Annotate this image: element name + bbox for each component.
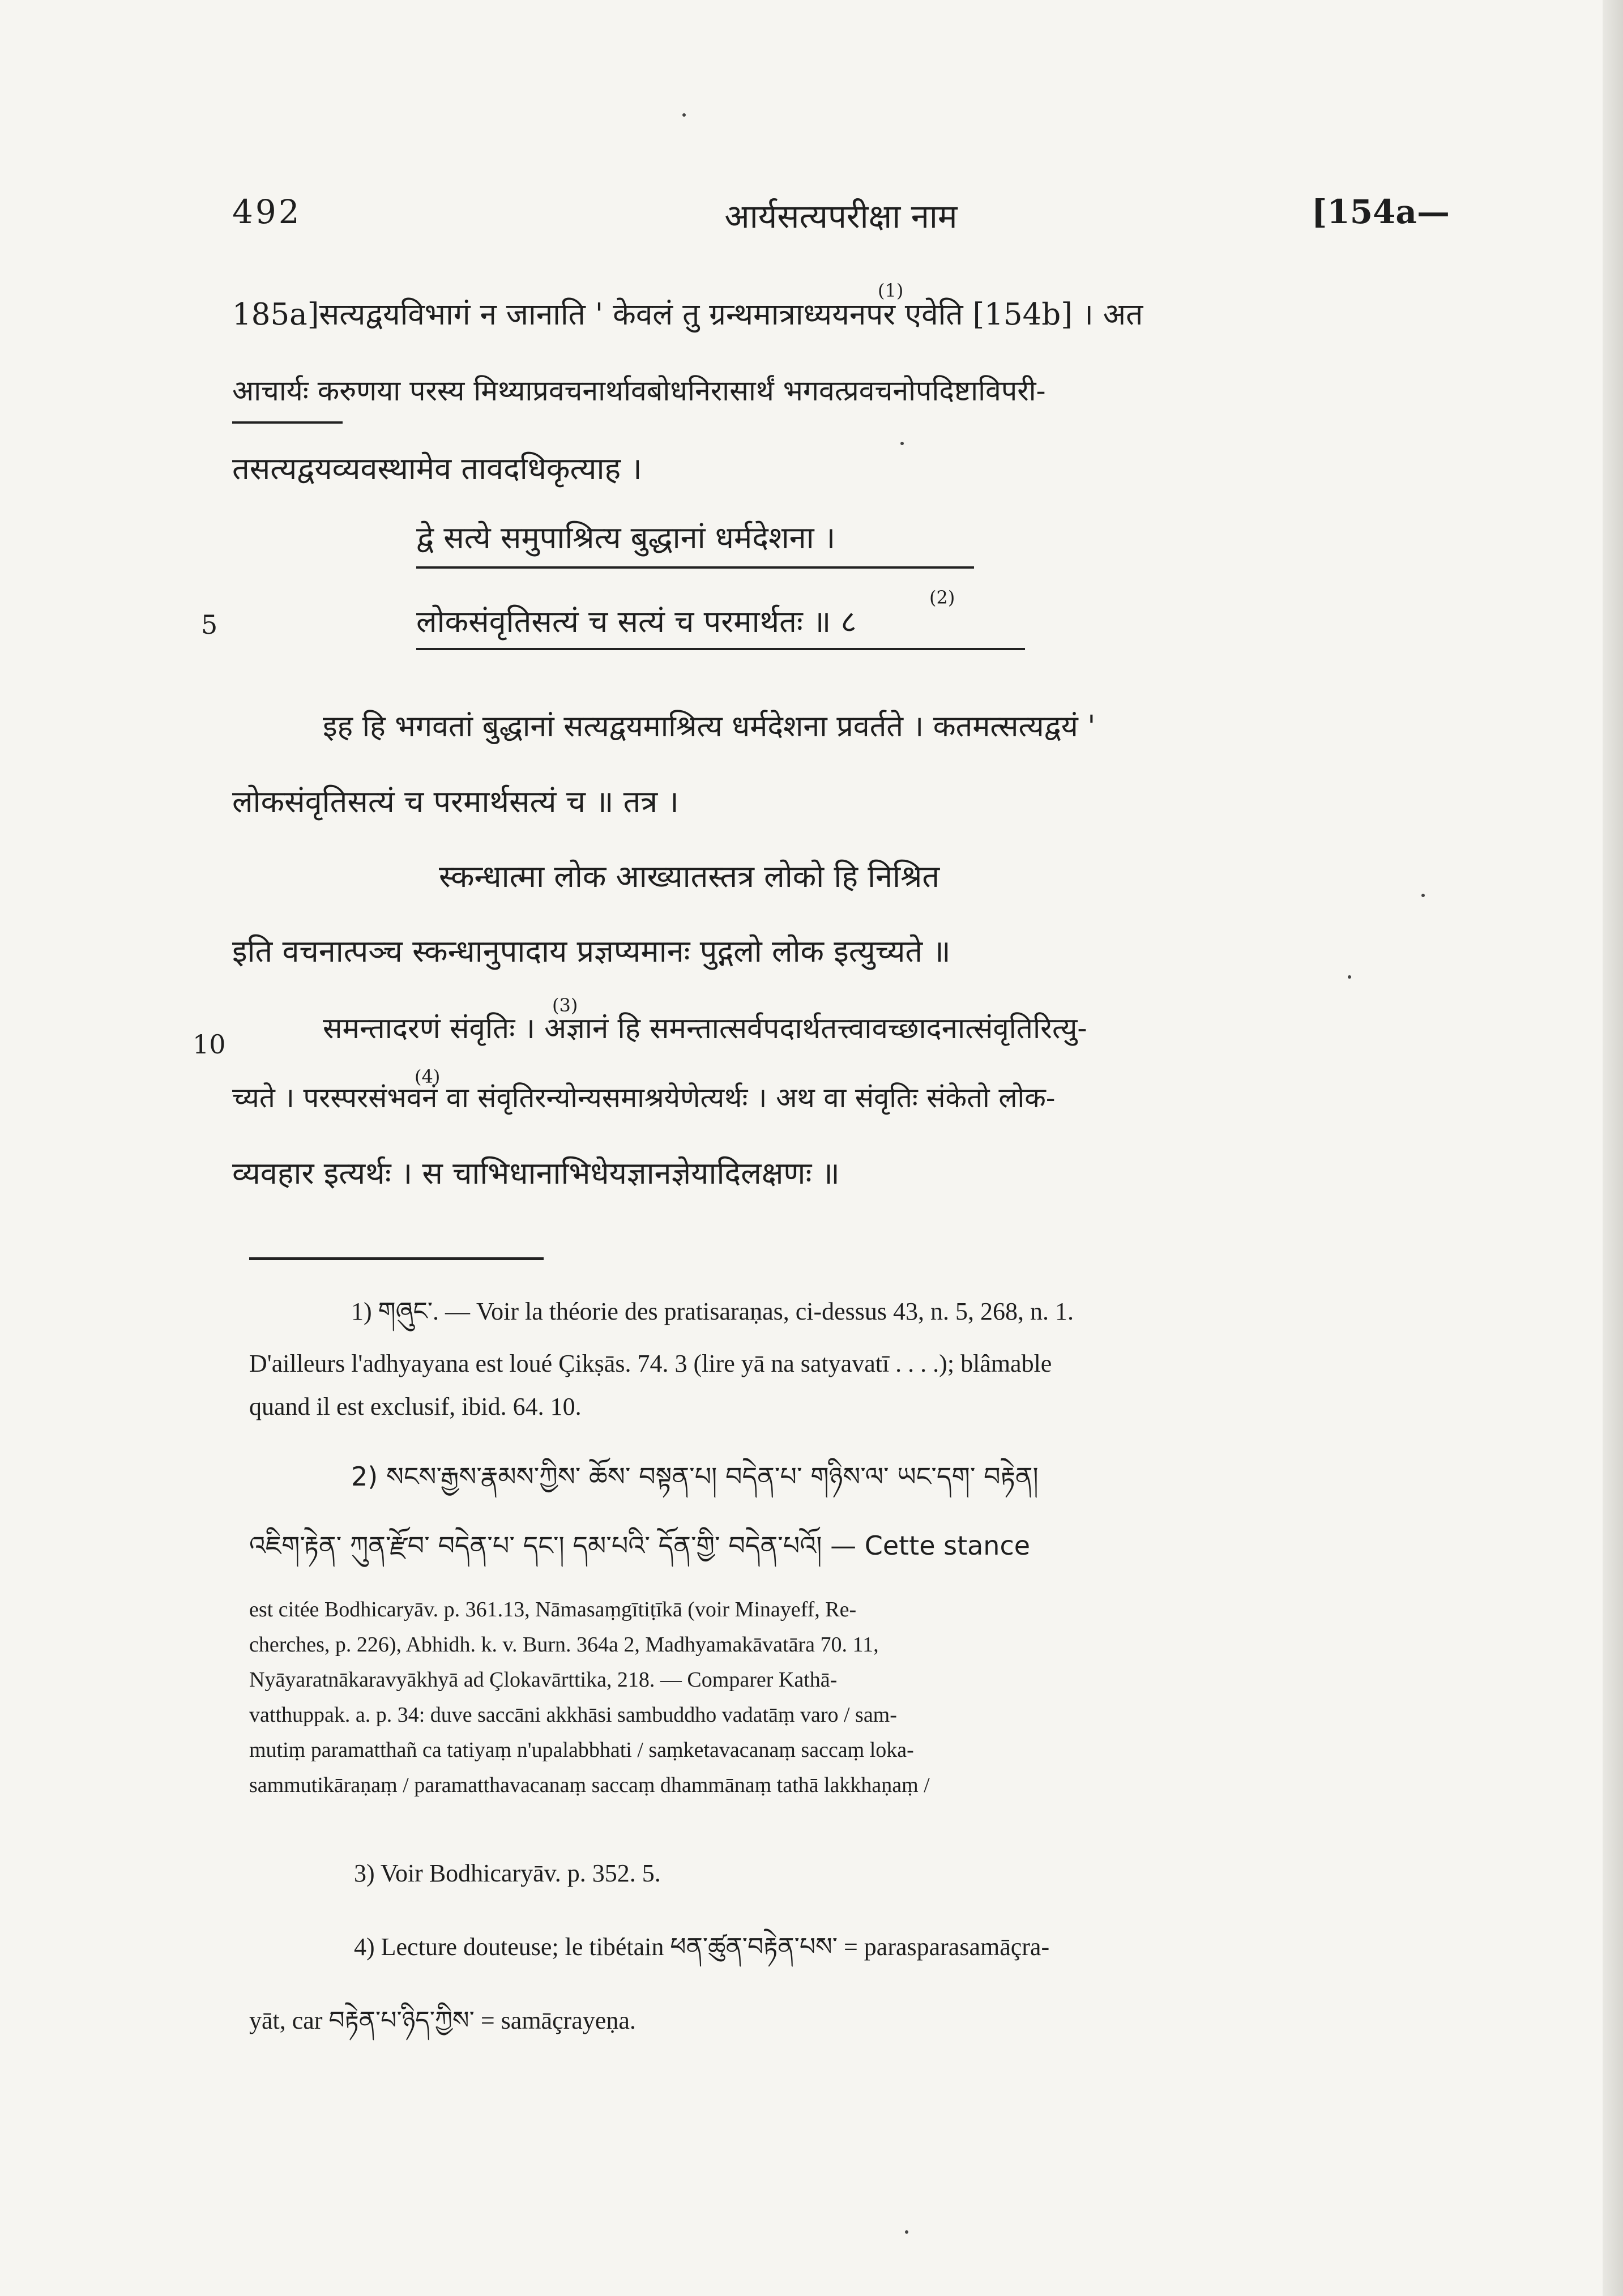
folio-reference: [154a— [1311,193,1450,231]
running-title: आर्यसत्यपरीक्षा नाम [724,197,958,236]
text-line-5: लोकसंवृतिसत्यं च परमार्थसत्यं च ॥ तत्र । [232,784,679,820]
scan-speck [1421,894,1425,897]
footnote-2-line-3: est citée Bodhicaryāv. p. 361.13, Nāmasaṃgītiṭīkā (voir Minayeff, Re- [249,1598,857,1621]
text-line-8: च्यते । परस्परसंभवनं वा संवृतिरन्योन्यसमाश्रयेणेत्यर्थः । अथ वा संवृतिः संकेतो लोक- [232,1082,1056,1114]
footnote-2-line-5: Nyāyaratnākaravyākhyā ad Çlokavārttika, 218. — Comparer Kathā- [249,1668,838,1692]
verse-line-2: लोकसंवृतिसत्यं च सत्यं च परमार्थतः ॥ ८ [416,604,857,639]
running-header [232,193,1450,244]
line-number-10: 10 [193,1029,226,1060]
verse-line-3: स्कन्धात्मा लोक आख्यातस्तत्र लोको हि निश्रित [439,859,940,894]
scan-speck [905,2230,908,2234]
page-number: 492 [232,193,302,231]
text-line-4: इह हि भगवतां बुद्धानां सत्यद्वयमाश्रित्य धर्मदेशना प्रवर्तते । कतमत्सत्यद्वयं ' [323,710,1096,744]
footnote-2-line-6: vatthuppak. a. p. 34: duve saccāni akkhāsi sambuddho vadatāṃ varo / sam- [249,1703,897,1727]
line-number-5: 5 [201,609,218,640]
text-line-9: व्यवहार इत्यर्थः । स चाभिधानाभिधेयज्ञानज्ञेयादिलक्षणः ॥ [232,1155,840,1191]
verse-underline-1 [416,566,974,569]
footnote-1-line-1: 1) གཞུང་. — Voir la théorie des pratisaraṇas, ci-dessus 43, n. 5, 268, n. 1. [351,1298,1074,1325]
footnote-separator [249,1257,544,1260]
footnote-1-line-3: quand il est exclusif, ibid. 64. 10. [249,1393,582,1420]
text-line-7: समन्तादरणं संवृतिः । अज्ञानं हि समन्तात्सर्वपदार्थतत्त्वावच्छादनात्संवृतिरित्यु- [323,1012,1087,1045]
text-line-3: तसत्यद्वयव्यवस्थामेव तावदधिकृत्याह । [232,451,642,486]
footnote-2-line-4: cherches, p. 226), Abhidh. k. v. Burn. 364a 2, Madhyamakāvatāra 70. 11, [249,1633,879,1657]
text-line-6: इति वचनात्पञ्च स्कन्धानुपादाय प्रज्ञप्यमानः पुद्गलो लोक इत्युच्यते ॥ [232,933,951,969]
scan-edge-shadow [1603,0,1623,2296]
underline-mark [232,421,343,424]
footnote-marker-1: (1) [878,280,904,301]
footnote-1-line-2: D'ailleurs l'adhyayana est loué Çikṣās. 74. 3 (lire yā na satyavatī . . . .); blâmable [249,1350,1052,1377]
scan-speck [900,442,904,445]
footnote-3: 3) Voir Bodhicaryāv. p. 352. 5. [354,1859,661,1887]
verse-line-1: द्वे सत्ये समुपाश्रित्य बुद्धानां धर्मदेशना । [416,520,836,556]
footnote-2-line-1: 2) སངས་རྒྱས་རྣམས་ཀྱིས་ ཆོས་ བསྟན་པ། བདེན་པ་ གཉིས་ལ་ ཡང་དག་ བརྟེན། [351,1461,1039,1492]
text-line-2: आचार्यः करुणया परस्य मिथ्याप्रवचनार्थावबोधनिरासार्थं भगवत्प्रवचनोपदिष्टाविपरी- [232,374,1046,407]
footnote-marker-3: (3) [552,995,578,1016]
footnote-marker-4: (4) [415,1066,441,1087]
scan-speck [682,113,686,117]
footnote-2-line-7: mutiṃ paramatthañ ca tatiyaṃ n'upalabbhati / saṃketavacanaṃ saccaṃ loka- [249,1738,914,1762]
footnote-2-line-2: འཇིག་རྟེན་ ཀུན་རྫོབ་ བདེན་པ་ དང་། དམ་པའི་ དོན་གྱི་ བདེན་པའོ། — Cette stance [249,1530,1031,1561]
footnote-4-line-2: yāt, car བརྟེན་པ་ཉིད་ཀྱིས་ = samāçrayeṇa. [249,2007,636,2034]
footnote-marker-2: (2) [929,587,955,608]
footnote-4-line-1: 4) Lecture douteuse; le tibétain ཕན་ཚུན་བརྟེན་པས་ = parasparasamāçra- [354,1933,1050,1961]
scan-speck [1348,975,1351,979]
footnote-2-line-8: sammutikāraṇaṃ / paramatthavacanaṃ saccaṃ dhammānaṃ tathā lakkhaṇaṃ / [249,1773,930,1797]
text-line-1: 185a]सत्यद्वयविभागं न जानाति ' केवलं तु ग्रन्थमात्राध्ययनपर एवेति [154b] । अत [232,297,1143,332]
verse-underline-2 [416,648,1025,650]
